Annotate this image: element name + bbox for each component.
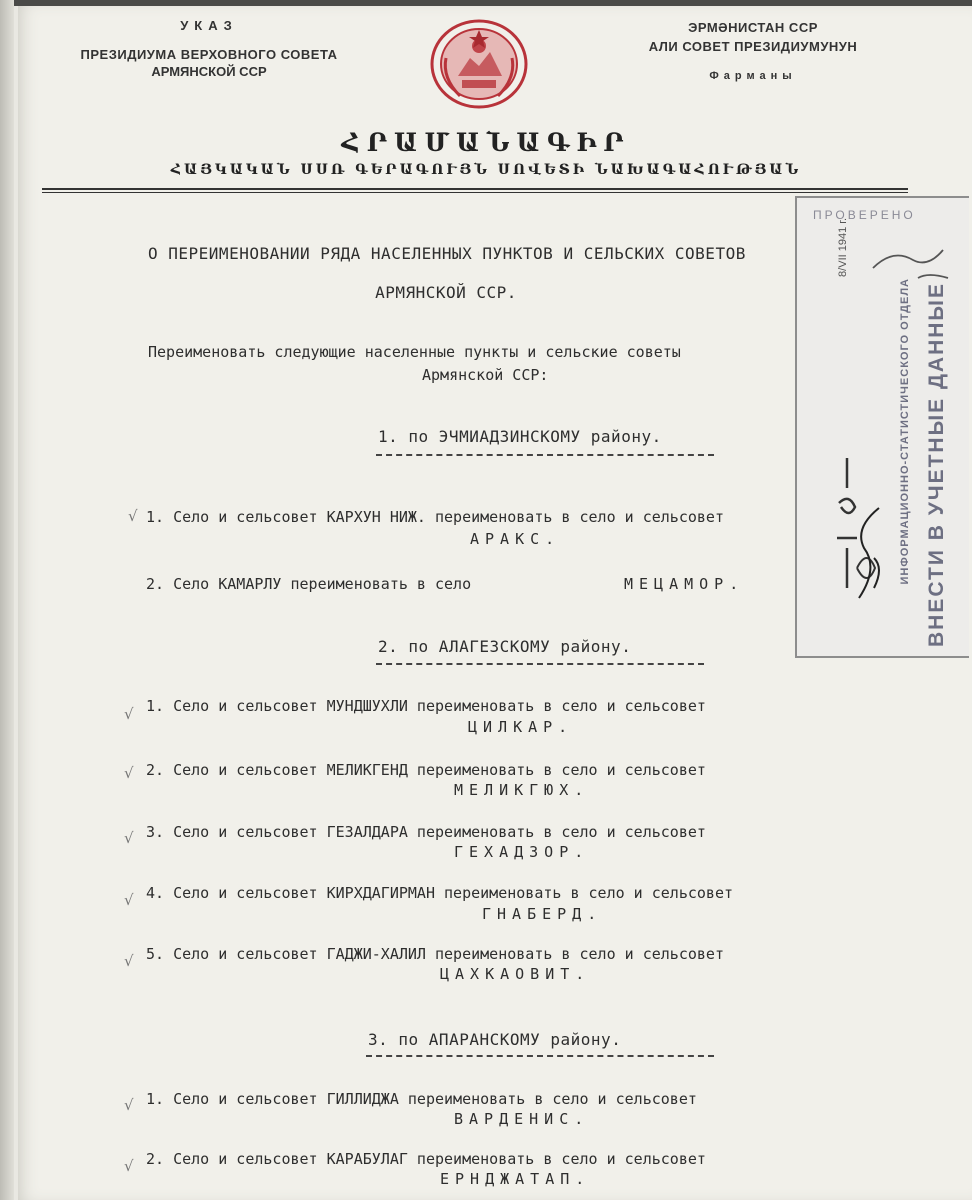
checkmark-icon: √ [124, 705, 134, 723]
item-3-2-new-name: ЕРНДЖАТАП. [440, 1170, 591, 1188]
armenian-subtitle: ՀԱՅԿԱԿԱՆ ՍՍՌ ԳԵՐԱԳՈՒՅՆ ՍՈՎԵՏԻ ՆԱԽԱԳԱՀՈՒԹՅԱՆ [170, 162, 802, 178]
header-rule [42, 188, 908, 190]
checkmark-icon: √ [128, 507, 138, 525]
header-russian [24, 18, 394, 79]
section-2-heading: 2. по АЛАГЕЗСКОМУ району. [378, 637, 632, 656]
section-1-underline [376, 454, 714, 456]
header-ukaz: УКАЗ [180, 18, 238, 33]
item-2-2-text: 2. Село и сельсовет МЕЛИКГЕНД переименовать в село и сельсовет [146, 761, 706, 779]
section-3-underline [366, 1055, 714, 1057]
item-2-1-new-name: ЦИЛКАР. [468, 718, 574, 736]
header-right-line3: Фарманы [709, 70, 797, 82]
item-2-5-text: 5. Село и сельсовет ГАДЖИ-ХАЛИЛ переименовать в село и сельсовет [146, 945, 724, 963]
item-2-4-text: 4. Село и сельсовет КИРХДАГИРМАН переименовать в село и сельсовет [146, 884, 733, 902]
item-2-3-text: 3. Село и сельсовет ГЕЗАЛДАРА переименовать в село и сельсовет [146, 823, 706, 841]
intro-line-2: Армянской ССР: [422, 366, 549, 384]
coat-of-arms-seal-icon [428, 18, 530, 110]
item-1-2-new-name: МЕЦАМОР. [624, 575, 745, 593]
handwritten-annotation-icon [868, 238, 968, 288]
checkmark-icon: √ [124, 764, 134, 782]
item-3-1-text: 1. Село и сельсовет ГИЛЛИДЖА переименовать в село и сельсовет [146, 1090, 697, 1108]
item-2-2-new-name: МЕЛИКГЮХ. [454, 781, 590, 799]
header-right-line1: ЭРМӘНИСТАН ССР [688, 20, 818, 35]
header-republic: АРМЯНСКОЙ ССР [151, 64, 267, 79]
item-2-5-new-name: ЦАХКАОВИТ. [440, 965, 591, 983]
checkmark-icon: √ [124, 952, 134, 970]
page-binding-edge [0, 0, 14, 1200]
stamp-side-text: ВНЕСТИ В УЧЕТНЫЕ ДАННЫЕ [925, 282, 948, 647]
checkmark-icon: √ [124, 1096, 134, 1114]
item-3-1-new-name: ВАРДЕНИС. [454, 1110, 590, 1128]
section-2-underline [376, 663, 704, 665]
header-right-line2: АЛИ СОВЕТ ПРЕЗИДИУМУНУН [648, 39, 858, 54]
header-presidium: ПРЕЗИДИУМА ВЕРХОВНОГО СОВЕТА [80, 47, 338, 62]
item-1-2-text: 2. Село КАМАРЛУ переименовать в село [146, 575, 472, 593]
stamp-side-subtext: ИНФОРМАЦИОННО-СТАТИСТИЧЕСКОГО ОТДЕЛА [899, 278, 911, 585]
stamp-signature-icon [849, 498, 889, 608]
section-3-heading: 3. по АПАРАНСКОМУ району. [368, 1030, 622, 1049]
item-2-1-text: 1. Село и сельсовет МУНДШУХЛИ переименовать в село и сельсовет [146, 697, 706, 715]
title-line-2: АРМЯНСКОЙ ССР. [375, 283, 517, 302]
armenian-title: ՀՐԱՄԱՆԱԳԻՐ [341, 128, 631, 157]
item-2-3-new-name: ГЕХАДЗОР. [454, 843, 590, 861]
intro-line-1: Переименовать следующие населенные пункты и сельские советы [148, 343, 681, 361]
checkmark-icon: √ [124, 829, 134, 847]
item-1-1-new-name: АРАКС. [470, 530, 561, 548]
checkmark-icon: √ [124, 891, 134, 909]
header-azerbaijani [578, 20, 928, 82]
item-3-2-text: 2. Село и сельсовет КАРАБУЛАГ переименовать в село и сельсовет [146, 1150, 706, 1168]
header-rule-thin [42, 192, 908, 193]
item-1-1-text: 1. Село и сельсовет КАРХУН НИЖ. переименовать в село и сельсовет [146, 508, 724, 526]
checkmark-icon: √ [124, 1157, 134, 1175]
item-2-4-new-name: ГНАБЕРД. [482, 905, 603, 923]
section-1-heading: 1. по ЭЧМИАДЗИНСКОМУ району. [378, 427, 662, 446]
stamp-date: 8/VII 1941 г. [837, 218, 849, 277]
stamp-header: ПРОВЕРЕНО [813, 208, 916, 222]
title-line-1: О ПЕРЕИМЕНОВАНИИ РЯДА НАСЕЛЕННЫХ ПУНКТОВ И СЕЛЬСКИХ СОВЕТОВ [148, 244, 746, 263]
